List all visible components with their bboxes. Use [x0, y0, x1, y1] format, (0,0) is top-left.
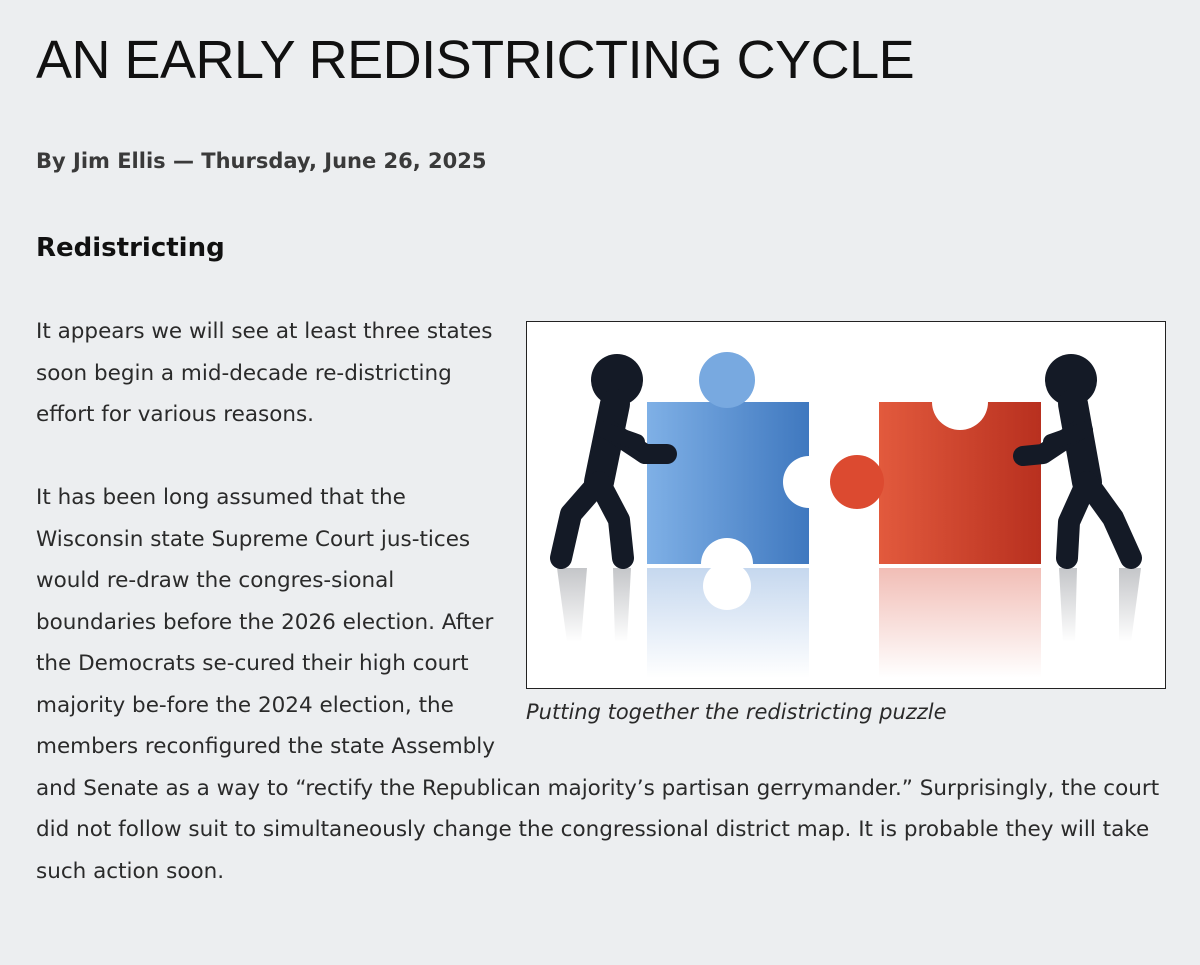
article-figure [526, 321, 1166, 727]
figure-image-frame [526, 321, 1166, 689]
puzzle-illustration [527, 322, 1165, 688]
paragraph-1: It appears we will see at least three states soon begin a mid-decade re-districting effort for various reasons. [36, 319, 493, 427]
paragraph-2: It has been long assumed that the Wisconsin state Supreme Court jus-tices would re-draw the congres-sional boundaries before the 2026 election. After the Democrats se-cured their high court majority be-fore the 2024 election, the members reconfigured the state Assembly and Senate as a way to “rectify the Republican majority’s partisan gerrymander.” Surprisingly, the court did not follow suit to simultaneously change the congressional district map. It is probable they will take such action soon. [36, 485, 1160, 884]
article-body [36, 311, 1166, 892]
figure-caption: Putting together the redistricting puzzle [526, 700, 947, 724]
byline: By Jim Ellis — Thursday, June 26, 2025 [36, 149, 487, 173]
article-title: AN EARLY REDISTRICTING CYCLE [36, 30, 915, 90]
section-heading: Redistricting [36, 233, 225, 263]
